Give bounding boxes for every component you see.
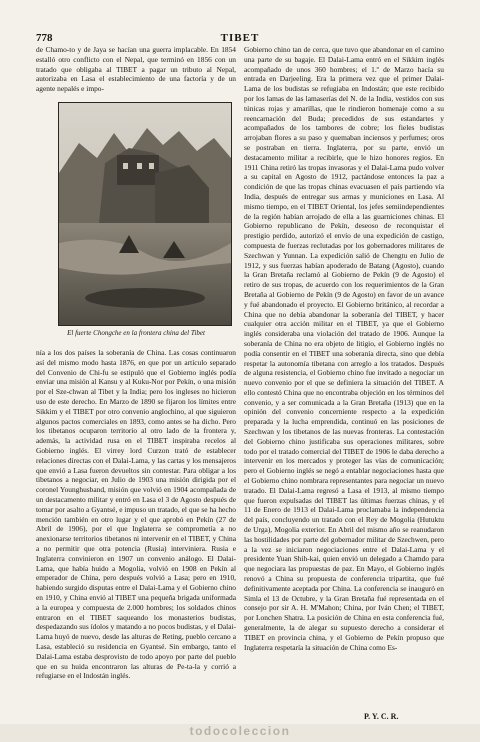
fort-photograph	[58, 102, 232, 326]
right-column	[244, 45, 444, 710]
signature: P. Y. C. R.	[364, 712, 399, 721]
left-column-bottom-text: nía a los dos países la soberanía de China. Las cosas continuaron así del mismo modo hasta 1876, en que por un artículo separado del Convenio de Chi-fu se estipuló que el Gobierno inglés podía enviar una misión al Kansu y al Kuku-Nor por Pekín, o una misión por el Sze-chwan al Tibet y la India; pero los ingleses no hicieron uso de este derecho. En Marzo de 1890 se fijaron los límites entre Sikkim y el TIBET por otro convenio anglochino, al que siguieron algunos pactos comerciales en 1893, como antes se ha dicho. Pero los tibetanos ocuparon territorio al otro lado de la frontera y, además, la actividad rusa en el TIBET inspiraba recelos al Gobierno inglés. El virrey lord Curzon trató de establecer relaciones directas con el Dalai-Lama, y las cartas y los mensajeros que envió a Lasa fueron devueltos sin contestar. Para obligar a los tibetanos a negociar, en Julio de 1903 una misión dirigida por el coronel Younghusband, misión que volvió en 1904 acompañada de un destacamento militar y entró en Lasa el 3 de Agosto después de tomar por asalto a Gyantsé, e impuso un tratado, el que se ha hecho mención también en otro lugar y el que aprobó en Pekín (27 de Abril de 1906), por el que Inglaterra se comprometía a no anexionarse territorios tibetanos ni intervenir en el TIBET, y China a no permitir que otra potencia (Rusia) interviniera. Rusia e Inglaterra convinieron en 1907 un convenio análogo. El Dalai-Lama, que había huido a Mogolia, volvió en 1908 en Pekín al emperador de China, pero después volvió a Lasa; pero en 1910, habiendo surgido disputas entre el Dalai-Lama y el Gobierno chino en 1910, y China envió al TIBET una pequeña brigada uniformada a la europea y compuesta de 2.000 hombres; los soldados chinos entraron en el TIBET saqueando los monasterios budistas, despedazando sus ídolos y matando a no pocos budistas, y el Dalai-Lama huyó de nuevo, desde las alturas de Reting, pueblo cercano a Lasa, estableció su residencia en Gyantsé. Sin embargo, tanto el Dalai-Lama estaba desprovisto de todo apoyo por parte del pueblo que en su huida encontraron las alturas de Pe-ta-la y corrió a refugiarse en el Indostán inglés.	[36, 348, 236, 681]
right-column-text: Gobierno chino tan de cerca, que tuvo que abandonar en el camino una parte de su bagaje. El Dalai-Lama entró en el Sikkim inglés acompañado de unos 360 hombres; el 1.º de Marzo hacía su entrada en Darjeeling. Era la primera vez que el primer Dalai-Lama de los budistas se refugiaba en Indostán; que este recibido por los lamas de las lamaserías del N. de la India, vestidos con sus túnicas rojas y amarillas, que le rindieron homenaje como a su reencarnación del Buda; precedidos de sus estandartes y acompañados de los tambores de cobre; los fieles budistas arrojaban flores a su paso y quemaban inciensos y perfumes; oros se postraban en tierra. Inglaterra, por su parte, envió un destacamento militar a recibirle, que le hizo honores regios. En 1911 China retiró las tropas invasoras y el Dalai-Lama pudo volver a su capital en Agosto de 1912, pactándose entonces la paz a condición de que las tropas chinas evacuasen el país partiendo vía India, después de entregar sus armas y municiones en Lasa. Al mismo tiempo, en el TIBET Oriental, los jefes semiindependientes de la región habían arrojado de ella a las guarniciones chinas. El Gobierno republicano de Pekín, deseoso de reconquistar el prestigio perdido, autorizó el envío de una expedición de castigo, compuesta de fuerzas reclutadas por los gobernadores militares de Szechwan y Yunnan. La expedición salió de Chengtu en Julio de 1912, y sus fuerzas habían apoderado de Batang (Agosto), cuando la Gran Bretaña reclamó al Gobierno de Pekín (9 de Agosto) el retiro de sus tropas, de acuerdo con los requerimientos de la Gran Bretaña al Gobierno de Pekín (9 de Agosto) en favor de un avance y fué abandonado el proyecto. El Gobierno británico, al recordar a China que no debía abandonar la soberanía del TIBET, y hacer cualquier otra acción militar en el TIBET, ya que el Gobierno inglés consideraba una violación del tratado de 1906. Aunque la soberanía de China no era objeto de litigio, el Gobierno inglés no podía consentir en el TIBET una soberanía directa, sino que debía respetar la autonomía tibetana con arreglo a los tratados. Después de alguna resistencia, el Gobierno chino fue invitado a negociar un nuevo convenio por el que se definiera la situación del TIBET. A ello contestó China que no encontraba objeción en los términos del convenio, y a ser comunicada a la Gran Bretaña (1913) que en la opinión del convenio concerniente respecto a la expedición preparada y la lucha emprendida, continuó en las posiciones de Szechwan y los tibetanos de las nuevas fronteras. La contestación del Gobierno chino justificaba sus operaciones militares, sobre todo por el tratado comercial del TIBET de 1906 le daba derecho a intervenir en los mercados y proteger las vías de comunicación; pero el Gobierno inglés se negó a entablar negociaciones hasta que el Gobierno chino nombrara representantes para negociar un nuevo tratado. El Dalai-Lama regresó a Lasa el 1913, al mismo tiempo que fueron expulsadas del TIBET las últimas fuerzas chinas, y el 11 de Enero de 1913 el Dalai-Lama proclamaba la independencia del país, concluyendo un tratado con el Rey de Mogolia (Hutuktu de Urga), Mogolia exterior. En Abril del mismo año se reanudaron las hostilidades por parte del gobernador militar de Szechwen, pero a la vez se iniciaron negociaciones entre el Dalai-Lama y el presidente Yuan Shih-kai, quien envió un delegado a Chamdo para que negociara las propuestas de paz. En Mayo, el Gobierno inglés renovó a China su propuesta de conferencia tripartita, que fué definitivamente aceptada por China. La conferencia se inauguró en Simla el 13 de Octubre, y la Gran Bretaña fué representada en el consejo por sir A. H. M'Mahon; China, por Iván Chen; el TIBET, por Lonchen Shatra. La posición de China en esta conferencia fué, generalmente, la de alegar su supuesto derecho a considerar el TIBET en provincia china, y el Gobierno de Pekín propuso que Inglaterra respetaría la situación de China como Es-	[244, 45, 444, 652]
left-column-bottom	[36, 348, 236, 708]
left-column-top	[36, 45, 236, 95]
page-title: TIBET	[220, 32, 260, 44]
left-column-top-text: de Chamo-to y de Jaya se hacían una guerra implacable. En 1854 estalló otro conflicto con el Nepal, que terminó en 1856 con un tratado que obligaba al TIBET a pagar un tributo al Nepal, autorizaba en Lasa el establecimiento de una factoría y de un agente nepalés e impo-	[36, 45, 236, 94]
figure-caption: El fuerte Chongche en la frontera china del Tibet	[67, 329, 205, 337]
page-number: 778	[36, 32, 53, 44]
watermark-text: todocoleccion	[189, 724, 291, 738]
